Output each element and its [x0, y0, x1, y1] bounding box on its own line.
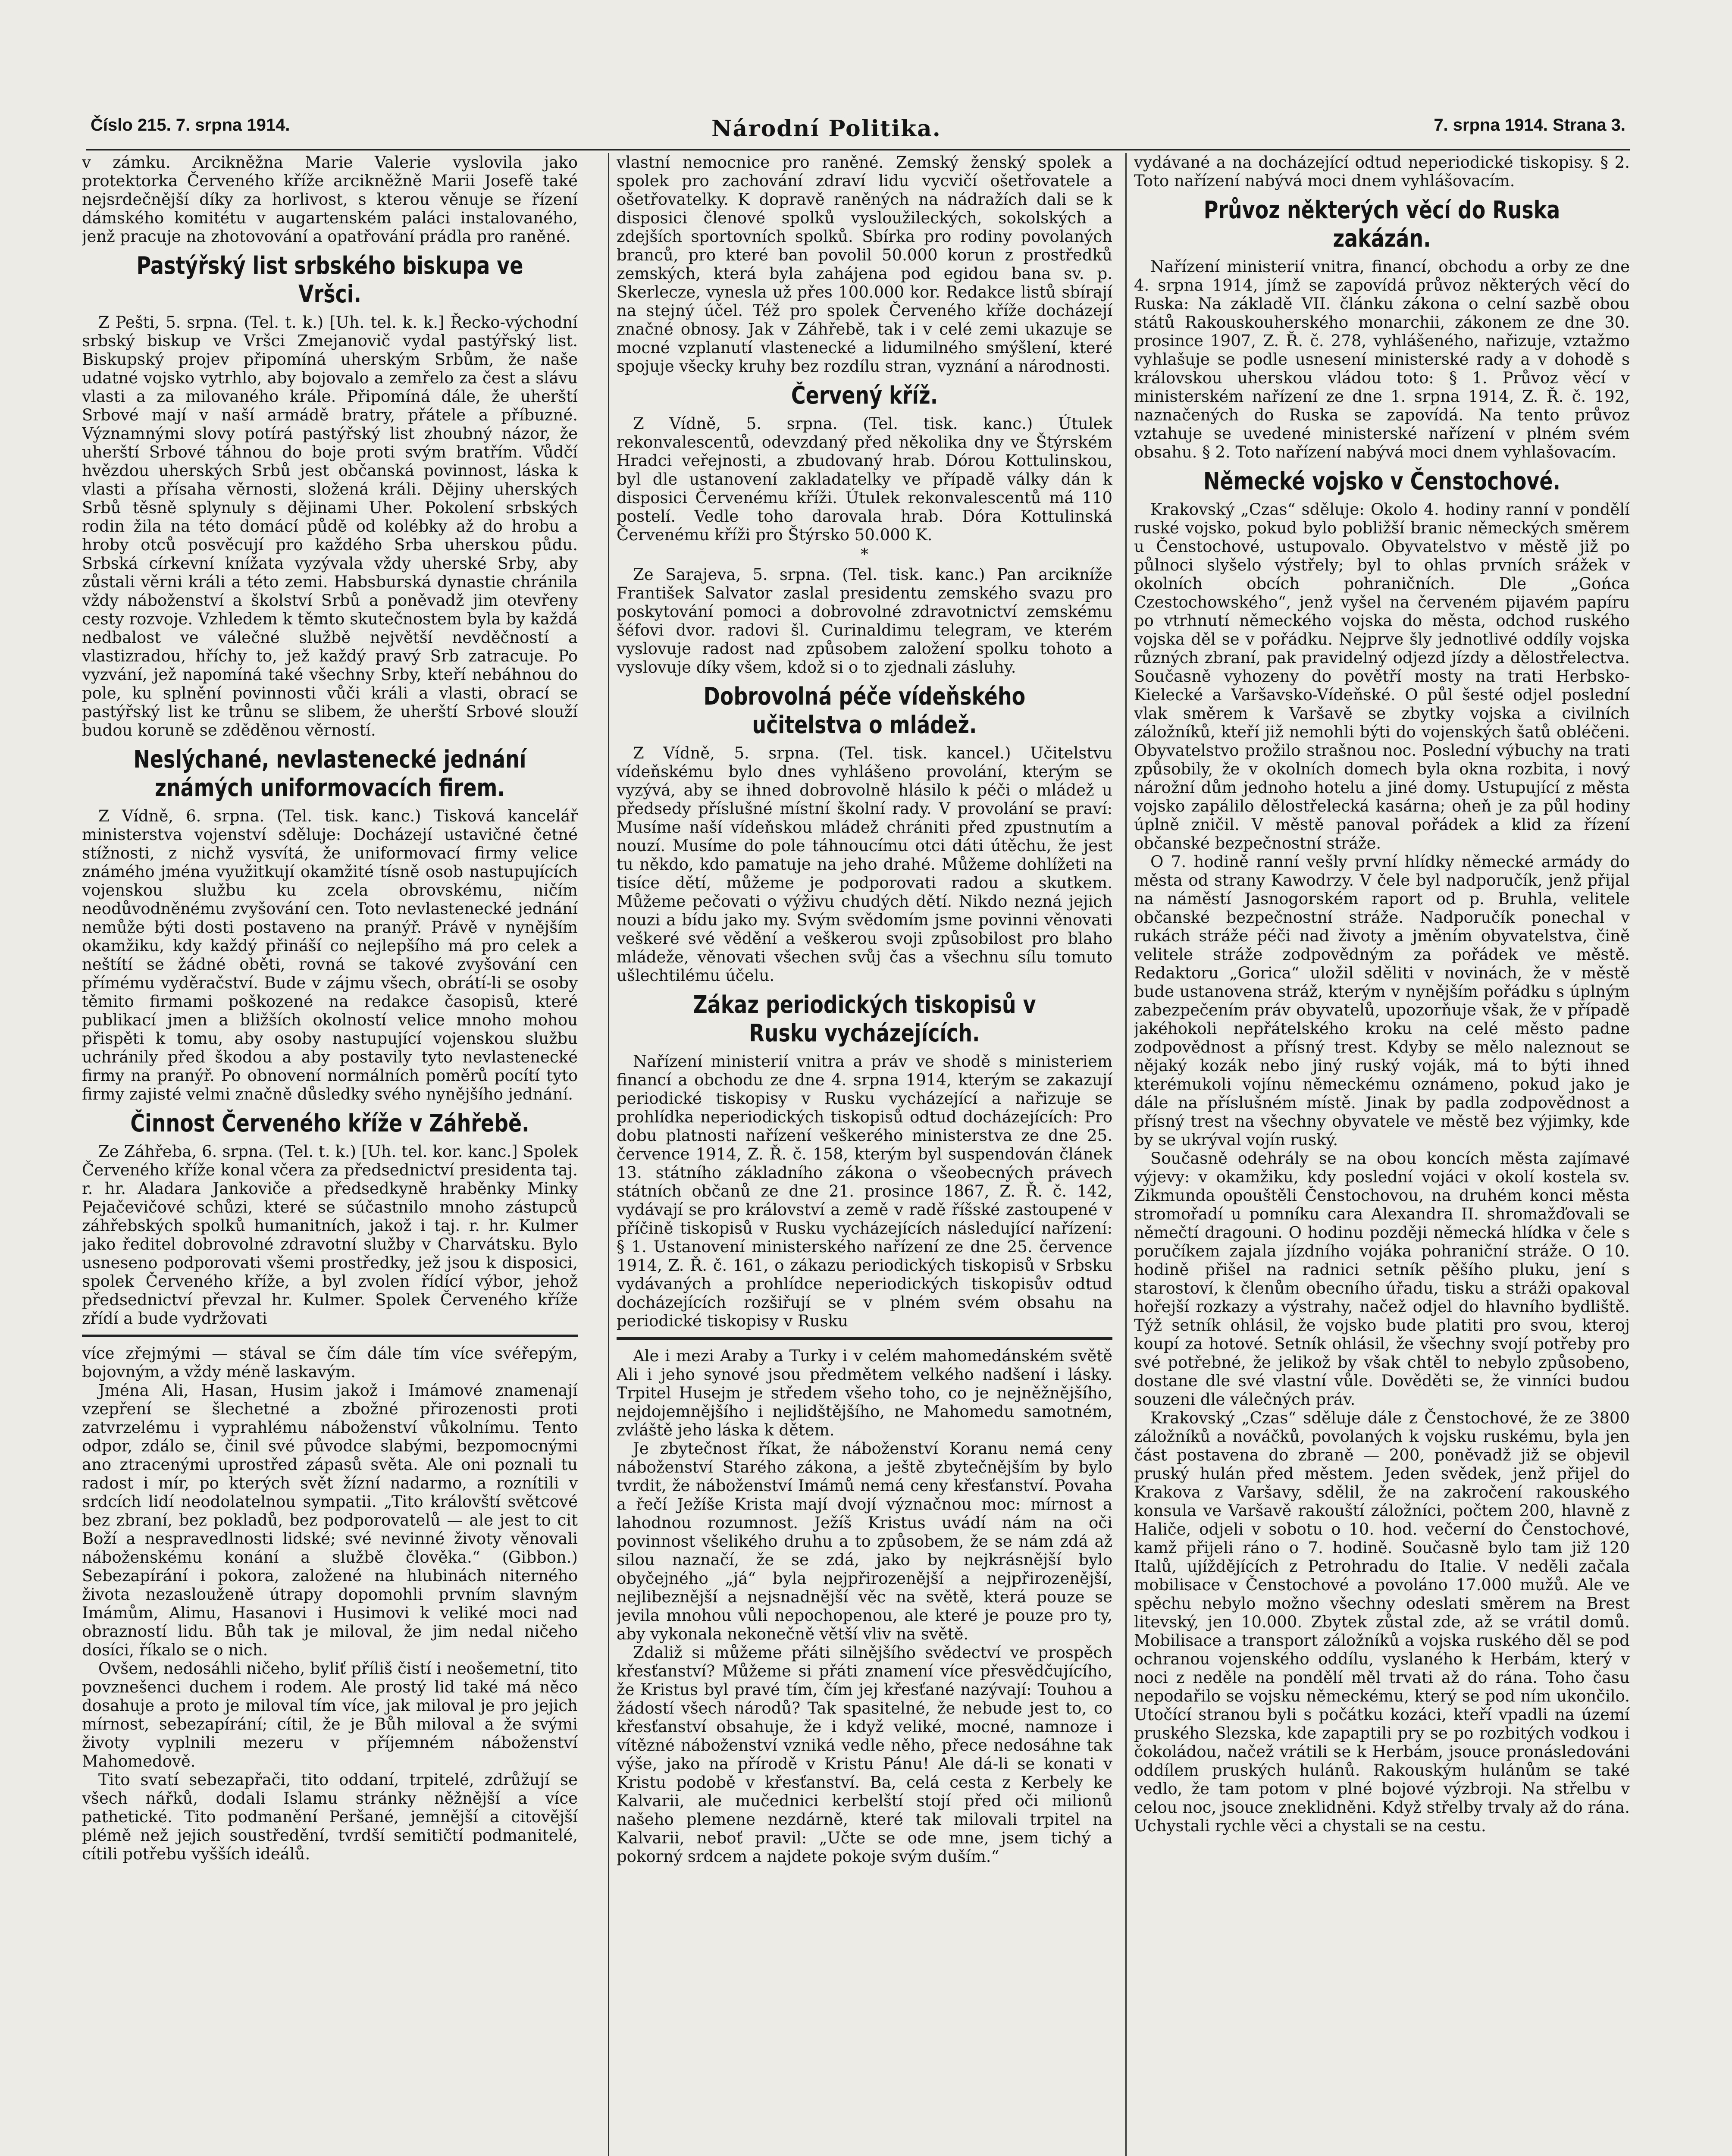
feuilleton-divider: [617, 1337, 1112, 1340]
issue-info: Číslo 215. 7. srpna 1914.: [91, 116, 290, 135]
section-separator: *: [861, 546, 868, 564]
article-headline: Pastýřský list srbského biskupa ve Vršci.: [136, 252, 523, 308]
article-text: Nařízení ministerií vnitra, financí, obchodu a orby ze dne 4. srpna 1914, jímž se zapovídá průvoz některých věcí do Ruska: Na základě VII. článku zákona o celní sazbě obou států Rakouskouherského monarchii, zákonem ze dne 30. prosince 1907, Z. Ř. č. 278, vyhlášeného, nařizuje, vztažmo vyhlašuje se podle usnesení ministerské rady a v dohodě s královskou uherskou vládou toto: § 1. Průvoz věcí v ministerském nařízení ze dne 1. srpna 1914, Z. Ř. č. 192, naznačených do Ruska se zapovídá. Na tento průvoz vztahuje se uvedené ministerské nařízení v plném svém obsahu. § 2. Toto nařízení nabývá moci dnem vyhlašovacím.: [1134, 257, 1630, 461]
article-headline: Zákaz periodických tiskopisů v Rusku vycházejících.: [693, 991, 1036, 1047]
article-headline: Neslýchané, nevlastenecké jednání známých uniformovacích firem.: [133, 746, 526, 802]
article-text: Ze Sarajeva, 5. srpna. (Tel. tisk. kanc.) Pan arcikníže František Salvator zaslal presidentu zemského svazu pro poskytování pomoci a dobrovolné zdravotnictví zemskému šéfovi dvor. radovi šl. Curinaldimu telegram, ve kterém vyslovuje radost nad způsobem založení spolku tohoto a vyslovuje díky všem, kdož si o to zjednali zásluhy.: [617, 565, 1112, 677]
feuilleton-text: Tito svatí sebezapřači, tito oddaní, trpitelé, zdrůžují se všech nářků, dodali Islamu stránky něžnější a více pathetické. Tito podmanění Peršané, jemnější a citovější plémě než jejich soustředění, tvrdší semitičtí podmanitelé, cítili potřebu vyšších ideálů.: [82, 1771, 578, 1863]
column-1: [82, 153, 578, 2156]
article-text: Krakovský „Czas“ sděluje dále z Čenstochové, že ze 3800 záložníků a nováčků, povolaných k vojsku ruskému, byla jen část postavena do zbraně — 200, poněvadž již se objevil pruský hulán před městem. Jeden svědek, jenž přijel do Krakova z Varšavy, sdělil, že na zakročení rakouského konsula ve Varšavě rakouští záložníci, počtem 200, hlavně z Haliče, odjeli v sobotu o 10. hod. večerní do Čenstochové, kamž přijeli ráno o 7. hodině. Současně bylo tam již 120 Italů, ujíždějících z Petrohradu do Italie. V neděli začala mobilisace v Čenstochové a povoláno 17.000 mužů. Ale ve spěchu nebylo možno všechny odeslati směrem na Brest litevský, jen 10.000. Zbytek zůstal zde, až se vrátil domů. Mobilisace a transport záložníků a vojska ruského děl se pod ochranou vojenského oddílu, vyslaného k Herbám, který v noci z neděle na pondělí měl trvati až do rána. Toho času nepodařilo se vojsku německému, který se pod ním ukončilo. Utočící stranou byli s počátku kozáci, kteří vpadli na území pruského Slezska, kde zapaptili pry se po rozbitých vodkou i čokoládou, načež vrátili se k Herbám, jsouce pronásledováni oddílem pruských hulánů. Rakouským hulánům se také vedlo, že tam potom v plné bojové výzbroji. Na střelbu v celou noc, jsouce zneklidněni. Když střelby trvaly až do rána. Uchystali rychle věci a chystali se na cestu.: [1134, 1409, 1630, 1835]
article-text: Z Pešti, 5. srpna. (Tel. t. k.) [Uh. tel. k. k.] Řecko-východní srbský biskup ve Vršci Zmejanovič vydal pastýřský list. Biskupský projev připomíná uherským Srbům, že naše udatné vojsko vytrhlo, aby bojovalo a zemřelo za čest a slávu vlasti a za milovaného krále. Připomíná dále, že uherští Srbové mají v naší armádě bratry, přátele a příbuzné. Významnými slovy potírá pastýřský list zhoubný názor, že uherští Srbové táhnou do boje proti svým bratřím. Vůdčí hvězdou uherských Srbů jest občanská povinnost, láska k vlasti a přísaha věrnosti, složená králi. Dějiny uherských Srbů těsně splynuly s dějinami Uher. Pokolení srbských rodin žila na této domácí půdě od kolébky až do hrobu a hroby otců posvěcují pro každého Srba uherskou půdu. Srbská církevní knížata vyzývala vždy uherské Srby, aby zůstali věrni králi a této zemi. Habsburská dynastie chránila vždy náboženství a školství Srbů a poněvadž jim otevřeny cesty rozvoje. Vzhledem k těmto skutečnostem byla by každá nedbalost ve válečné službě největší nevděčností a vlastizradou, hříchy to, jež každý pravý Srb zatracuje. Po vyzvání, jež napomíná také všechny Srby, kteří nebáhnou do pole, ku splnění povinnosti vůči králi a vlasti, obrací se pastýřský list ke trůnu se slibem, že uherští Srbové slouží budou koruně se zděděnou věrností.: [82, 313, 578, 740]
article-text: vydávané a na docházející odtud neperiodické tiskopisy. § 2. Toto nařízení nabývá moci dnem vyhlášovacím.: [1134, 153, 1630, 190]
article-headline: Německé vojsko v Čenstochové.: [1203, 467, 1560, 495]
feuilleton-text: Zdaliž si můžeme přáti silnějšího svědectví ve prospěch křesťanství? Můžeme si přáti znamení více přesvědčujícího, že Kristus byl pravé tím, čím jej křesťané nazývají: Touhou a žádostí všech národů? Tak spasitelné, že nebude jest to, co křesťanství obsahuje, že i když veliké, mocné, namnoze i vítězné náboženství vzniká vedle něho, přece nedosáhne tak výše, jako na přírodě v Kristu Pánu! Ale dá-li se konati v Kristu podobě v křesťanství. Ba, celá cesta z Kerbely ke Kalvarii, ale mučednici kerbelští stojí před oči milionů našeho plemene nezdárně, které tak milovali trpitel na Kalvarii, neboť pravil: „Učte se ode mne, jsem tichý a pokorný srdcem a najdete pokoje svým duším.“: [617, 1643, 1112, 1866]
feuilleton-text: Jména Ali, Hasan, Husim jakož i Imámové znamenají vzepření se šlechetné a zbožné přirozenosti proti zatvrzelému i vyprahlému náboženství vůkolnímu. Tento odpor, zdálo se, činil své původce slabými, bezpomocnými ano ztracenými uprostřed zápasů světa. Ale oni poznali tu radost i mír, po kterých svět žízní nadarmo, a roznítili v srdcích lidí neodolatelnou sympatii. „Tito královští světcové bez zbraní, bez pokladů, bez podporovatelů — ale jest to cit Boží a nespravedlnosti lidské; své nevinné životy věnovali náboženskému konání a službě člověka.“ (Gibbon.) Sebezapírání i pokora, založené na hlubinách niterného života nezaslouženě útrapy dopomohli prvním slavným Imámům, Alimu, Hasanovi i Husimovi k veliké moci nad obrazností lidu. Bůh tak je miloval, že jim nedal ničeho dosíci, říkalo se o nich.: [82, 1381, 578, 1659]
article-text: Z Vídně, 5. srpna. (Tel. tisk. kanc.) Útulek rekonvalescentů, odevzdaný před několika dny ve Štýrském Hradci veřejnosti, a zbudovaný hrab. Dórou Kottulinskou, byl dle ustanovení zakladatelky ve případě války dán k disposici Červenému kříži. Útulek rekonvalescentů má 110 postelí. Vedle toho darovala hrab. Dóra Kottulinská Červenému kříži pro Štýrsko 50.000 K.: [617, 414, 1112, 544]
newspaper-title: Národní Politika.: [711, 116, 941, 142]
article-text: Z Vídně, 6. srpna. (Tel. tisk. kanc.) Tisková kancelář ministerstva vojenství sděluje: Docházejí ustavičné četné stížnosti, z nichž vysvítá, že uniformovací firmy velice známého jména využitkují okamžité tísně osob nastupujících vojenskou službu ku zcela obrovskému, ničím neodůvodněnému zvyšování cen. Toto nevlastenecké jednání nemůže býti dosti postaveno na pranýř. Právě v nynějším okamžiku, kdy každý přináší co nejlepšího má pro celek a neštítí se žádné oběti, rovná se takové zvyšování cen přímému vyděračství. Bude v zájmu všech, obrátí-li se osoby těmito firmami poškozené na redakce časopisů, které publikací jmen a bližších okolností velice mnoho mohou přispěti k tomu, aby osoby nastupující vojenskou službu uchránily před škodou a aby postavily tyto nevlastenecké firmy na pranýř. Po obnovení normálních poměrů pocítí tyto firmy zajisté velmi značně důsledky svého nynějšího jednání.: [82, 807, 578, 1103]
date-page-info: 7. srpna 1914. Strana 3.: [1434, 116, 1626, 135]
feuilleton-divider: [82, 1335, 578, 1337]
column-2: [617, 153, 1112, 2156]
column-3: [1134, 153, 1630, 2156]
article-text: Ze Záhřeba, 6. srpna. (Tel. t. k.) [Uh. tel. kor. kanc.] Spolek Červeného kříže konal včera za předsednictví presidenta taj. r. hr. Aladara Jankoviče a předsedkyně hraběnky Minky Pejačevičové schůzi, které se súčastnilo mnoho zástupců záhřebských spolků humanitních, jakož i taj. r. hr. Kulmer jako ředitel dobrovolné zdravotní služby v Charvátsku. Bylo usneseno podporovati všemi prostředky, jež jsou k disposici, spolek Červeného kříže, a byl zvolen řídící výbor, jehož předsednictví převzal hr. Kulmer. Spolek Červeného kříže zřídí a bude vydržovati: [82, 1142, 578, 1328]
article-text: O 7. hodině ranní vešly první hlídky německé armády do města od strany Kawodrzy. V čele byl nadporučík, jenž přijal na náměstí Jasnogorském raport od p. Bruhla, velitele občanské bezpečnostní stráže. Nadporučík ponechal v rukách stráže péči nad životy a jměním obyvatelstva, čině velitele stráže zodpovědným za pořádek ve městě. Redaktoru „Gorica“ uložil sděliti v novinách, že v městě bude ustanovena stráž, kterým v nynějším pořádku s úplným zabezpečením práv obyvatelů, upozorňuje však, že v případě jakéhokoli nepřátelského kroku na celé město padne zodpovědnost a přísný trest. Kdyby se mělo naleznout se nějaký kozák nebo jiný ruský voják, má to býti ihned kterémukoli vojínu německému oznámeno, pokud jako je dále na příslušném místě. Jinak by padla zodpovědnost a přísný trest na všechny obyvatele ve městě bez výjimky, kde by se ukrýval vojín ruský.: [1134, 852, 1630, 1149]
article-headline: Červený kříž.: [791, 382, 938, 410]
feuilleton-text: Je zbytečnost říkat, že náboženství Koranu nemá ceny náboženství Starého zákona, a ještě zbytečnějším by bylo tvrdit, že náboženství Imámů nemá ceny křesťanství. Povaha a řečí Ježíše Krista mají dvojí význačnou moc: mírnost a lahodnou rozumnost. Ježíš Kristus uvádí nám na oči povinnost všelikého druhu a to způsobem, že se nám zdá až silou naznačí, že se zdá, jako by nejkrásnější bylo obyčejného „já“ byla nejpřirozenější a nejpřirozenější, nejlibeznější a nejsnadnější věc na světě, která pouze se jevila mnohou vůli nepochopenou, ale které je pouze pro ty, aby vykonala nekonečně větší vliv na světě.: [617, 1439, 1112, 1643]
article-text: Současně odehrály se na obou koncích města zajímavé výjevy: v okamžiku, kdy poslední vojáci v okolí kostela sv. Zikmunda opouštěli Čenstochovou, na druhém konci města stromořadí u pomníku cara Alexandra II. shromažďovali se němečtí dragouni. O hodinu později německá hlídka v čele s poručíkem zajala jízdního vojáka pohraniční stráže. O 10. hodině přišel na radnici setník pěšího pluku, jení s starostoví, k členům obecního úřadu, tisku a stráži opakoval hořejší rozkazy a výstrahy, načež odjel do hlavního bydliště. Týž setník ohlásil, že vojsko bude platiti pro svou, kteroj koupí za hotové. Setník ohlásil, že všechny svojí potřeby pro své potřebné, že jelikož by však chtěl to nebylo způsobeno, dostane dle své vlastní vůle. Dověděti se, že vinníci budou souzeni dle válečných práv.: [1134, 1149, 1630, 1409]
article-text: v zámku. Arcikněžna Marie Valerie vyslovila jako protektorka Červeného kříže arcikněžně Marii Josefě také nejsrdečnější díky za horlivost, s kterou věnuje se řízení dámského komitétu v augartenském paláci instalovaného, jenž pracuje na zhotovování a opatřování prádla pro raněné.: [82, 153, 578, 246]
masthead: [91, 116, 1626, 150]
column-divider: [1125, 153, 1127, 2156]
feuilleton-text: Ovšem, nedosáhli ničeho, byliť příliš čistí i neošemetní, tito povznešenci duchem i rodem. Ale prostý lid také má něco dosahuje a proto je miloval tím více, jak miloval je pro jejich mírnost, sebezapírání; cítil, že je Bůh miloval a že svými životy vyplnili mezeru v příjemném náboženství Mahomedově.: [82, 1659, 578, 1771]
article-text: vlastní nemocnice pro raněné. Zemský ženský spolek a spolek pro zachování zdraví lidu vycvičí ošetřovatele a ošetřovatelky. K dopravě raněných na nádražích dali se k disposici členové spolků vysloužileckých, sokolských a zdejších sportovních spolků. Sbírka pro rodiny povolaných branců, pro které ban povolil 50.000 korun z prostředků zemských, která byla zahájena pod egidou bana sv. p. Skerlecze, vynesla už přes 100.000 kor. Redakce listů sbírají na stejný účel. Též pro spolek Červeného kříže docházejí značné obnosy. Jak v Záhřebě, tak i v celé zemi ukazuje se mocné vzplanutí vlastenecké a lidumilného smýšlení, které spojuje všecky kruhy bez rozdílu stran, vyznání a národnosti.: [617, 153, 1112, 376]
article-headline: Průvoz některých věcí do Ruska zakázán.: [1203, 196, 1560, 253]
feuilleton-text: více zřejmými — stával se čím dále tím více svéřepým, bojovným, a vždy méně laskavým.: [82, 1344, 578, 1381]
masthead-rule: [86, 149, 1630, 150]
feuilleton-text: Ale i mezi Araby a Turky i v celém mahomedánském světě Ali i jeho synové jsou předmětem velkého nadšení i lásky. Trpitel Husejm je středem všeho toho, co je nejněžnějšího, nejdojemnějšího i nejlidštějšího, ne Mahomedu samotném, zvláště jeho láska k dětem.: [617, 1347, 1112, 1439]
article-headline: Činnost Červeného kříže v Záhřebě.: [130, 1109, 529, 1138]
article-text: Z Vídně, 5. srpna. (Tel. tisk. kancel.) Učitelstvu vídeňskému bylo dnes vyhlášeno provolání, kterým se vyzývá, aby se ihned dobrovolně hlásilo k péči o mládež u předsedy příslušné místní školní rady. V provolání se praví: Musíme naší vídeňskou mládež chrániti před zpustnutím a nouzí. Musíme do pole táhnoucímu otci dáti útěchu, že jest tu někdo, kdo pamatuje na jeho drahé. Můžeme dohlížeti na tisíce dětí, můžeme je podporovati radou a skutkem. Můžeme pečovati o výživu chudých dětí. Nikdo nezná jejich nouzi a bídu jako my. Svým svědomím jsme povinni věnovati veškeré své vědění a veškerou svoji způsobilost pro blaho mládeže, věnovati všechen svůj čas a všechnu sílu tomuto ušlechtilému účelu.: [617, 744, 1112, 985]
column-divider: [608, 153, 609, 2156]
article-text: Nařízení ministerií vnitra a práv ve shodě s ministeriem financí a obchodu ze dne 4. srpna 1914, kterým se zakazují periodické tiskopisy v Rusku vycházející a nařizuje se prohlídka neperiodických tiskopisů odtud docházejících: Pro dobu platnosti nařízení veškerého ministerstva ze dne 25. července 1914, Z. Ř. č. 158, kterým byl suspendován článek 13. státního základního zákona o všeobecných právech státních občanů ze dne 21. prosince 1867, Z. Ř. č. 142, vydávají se pro království a země v radě říšské zastoupené v příčině tiskopisů v Rusku vycházejících následující nařízení: § 1. Ustanovení ministerského nařízení ze dne 25. července 1914, Z. Ř. č. 161, o zákazu periodických tiskopisů v Srbsku vydávaných a prohlídce neperiodických tiskopisův odtud docházejících rozšiřují se v plném svém obsahu na periodické tiskopisy v Rusku: [617, 1052, 1112, 1330]
article-text: Krakovský „Czas“ sděluje: Okolo 4. hodiny ranní v pondělí ruské vojsko, pokud bylo pobližší branic německých směrem u Čenstochové, ustupovalo. Obyvatelstvo v městě již po půlnoci slyšelo výstřely; byl to ohlas prvních srážek v okolních obcích pohraničních. Dle „Gońca Czestochowského“, jenž vyšel na červeném pijavém papíru po vtrhnutí německého vojska do města, odchod ruského vojska děl se v pořádku. Nejprve šly jednotlivé oddíly vojska různých zbraní, pak pravidelný odjezd jízdy a dělostřelectva. Současně vyhozeny do povětří mosty na trati Herbsko-Kielecké a Varšavsko-Vídeňské. O půl šesté odjel poslední vlak směrem k Varšavě se zbytky vojska a civilních záložníků, kteří již nemohli býti do vojenských šatů obléčeni. Obyvatelstvo prožilo strašnou noc. Poslední výbuchy na trati způsobily, že v okolních domech byla okna rozbita, i nový nárožní dům jednoho hotelu a jiné domy. Ustupující z města vojsko zapálilo dělostřelecká kasárna; oheň je za půl hodiny úplně zničil. V městě panoval pořádek a klid za řízení občanské bezpečnostní stráže.: [1134, 500, 1630, 852]
article-headline: Dobrovolná péče vídeňského učitelstva o mládež.: [703, 683, 1026, 739]
